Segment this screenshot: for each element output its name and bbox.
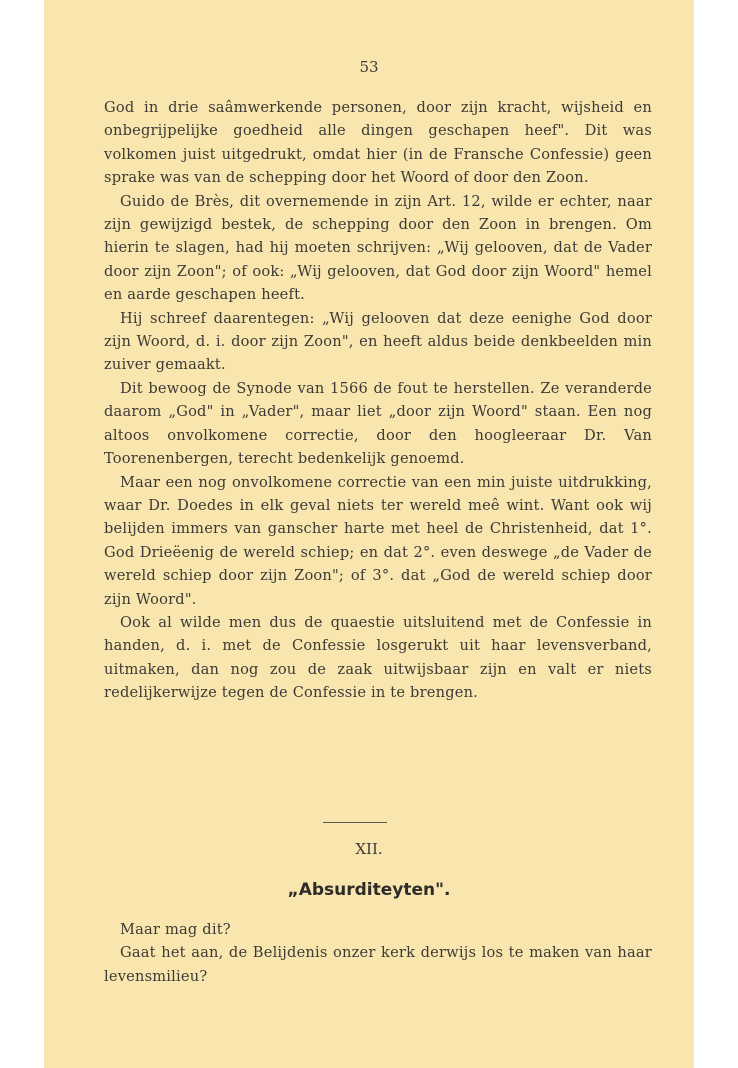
section-number: XII. bbox=[355, 840, 383, 858]
book-page bbox=[44, 0, 694, 1068]
section-text bbox=[104, 918, 652, 988]
page-number: 53 bbox=[359, 58, 379, 76]
paragraph-3: Hij schreef daarentegen: „Wij gelooven dat deze eenighe God door zijn Woord, d. i. door zijn Zoon", en heeft aldus beide denkbeelden min zuiver gemaakt. bbox=[104, 309, 652, 374]
paragraph-5: Maar een nog onvolkomene correctie van een min juiste uitdrukking, waar Dr. Doedes in elk geval niets ter wereld meê wint. Want ook wij belijden immers van ganscher harte met heel de Christenheid, dat 1°. God Drieëenig de wereld schiep; en dat 2°. even deswege „de Vader de wereld schiep door zijn Zoon"; of 3°. dat „God de wereld schiep door zijn Woord". bbox=[104, 473, 652, 608]
section-divider bbox=[323, 822, 387, 823]
section-title: „Absurditeyten". bbox=[287, 880, 451, 900]
paragraph-6: Ook al wilde men dus de quaestie uitsluitend met de Confessie in handen, d. i. met de Confessie losgerukt uit haar levensverband, uitmaken, dan nog zou de zaak uitwijsbaar zijn en valt er niets redelijkerwijze tegen de Confessie in te brengen. bbox=[104, 613, 652, 702]
body-text bbox=[104, 96, 652, 705]
paragraph-2: Guido de Brès, dit overnemende in zijn Art. 12, wilde er echter, naar zijn gewijzigd bestek, de schepping door den Zoon in brengen. Om hierin te slagen, had hij moeten schrijven: „Wij gelooven, dat de Vader door zijn Zoon"; of ook: „Wij gelooven, dat God door zijn Woord" hemel en aarde geschapen heeft. bbox=[104, 192, 652, 304]
tail-paragraph-2: Gaat het aan, de Belijdenis onzer kerk derwijs los te maken van haar levensmilieu? bbox=[104, 944, 652, 985]
tail-paragraph-1: Maar mag dit? bbox=[120, 921, 231, 938]
paragraph-4: Dit bewoog de Synode van 1566 de fout te herstellen. Ze veranderde daarom „God" in „Vader", maar liet „door zijn Woord" staan. Een nog altoos onvolkomene correctie, door den hoogleeraar Dr. Van Toorenenbergen, terecht bedenkelijk genoemd. bbox=[104, 379, 652, 468]
paragraph-1: God in drie saâmwerkende personen, door zijn kracht, wijsheid en onbegrijpelijke goedheid alle dingen geschapen heef". Dit was volkomen juist uitgedrukt, omdat hier (in de Fransche Confessie) geen sprake was van de schepping door het Woord of door den Zoon. bbox=[104, 99, 652, 187]
